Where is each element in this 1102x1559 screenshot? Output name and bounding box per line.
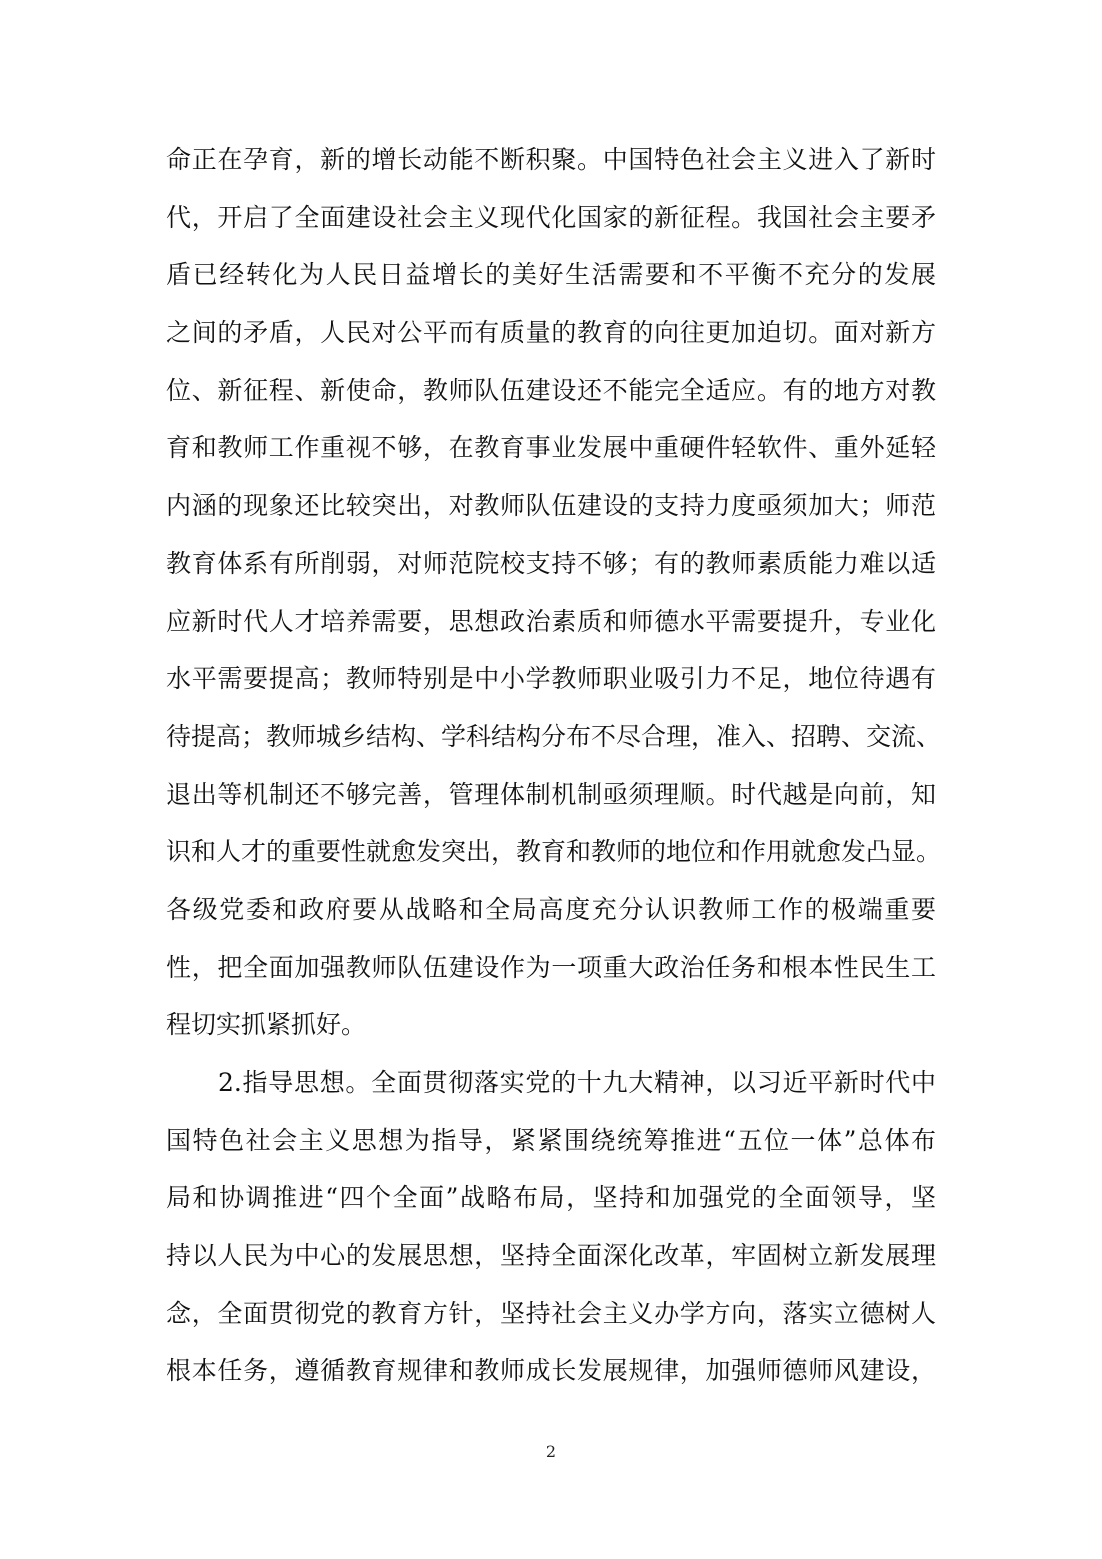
text-line: 识和人才的重要性就愈发突出，教育和教师的地位和作用就愈发凸显。 <box>166 837 942 867</box>
text-line: 育和教师工作重视不够，在教育事业发展中重硬件轻软件、重外延轻 <box>166 433 936 463</box>
document-body <box>166 131 942 1400</box>
text-line: 命正在孕育，新的增长动能不断积聚。中国特色社会主义进入了新时 <box>166 145 936 174</box>
text-line: 程切实抓紧抓好。 <box>166 1010 367 1040</box>
text-line: 持以人民为中心的发展思想，坚持全面深化改革，牢固树立新发展理 <box>166 1241 936 1271</box>
text-line: 待提高；教师城乡结构、学科结构分布不尽合理，准入、招聘、交流、 <box>166 721 942 751</box>
text-line: 位、新征程、新使命，教师队伍建设还不能完全适应。有的地方对教 <box>166 375 936 405</box>
text-line: 局和协调推进“四个全面”战略布局，坚持和加强党的全面领导，坚 <box>166 1183 936 1213</box>
text-line: 性，把全面加强教师队伍建设作为一项重大政治任务和根本性民生工 <box>166 952 936 982</box>
paragraph-2 <box>166 1054 936 1400</box>
text-line: 盾已经转化为人民日益增长的美好生活需要和不平衡不充分的发展 <box>166 260 936 290</box>
text-line: 之间的矛盾，人民对公平而有质量的教育的向往更加迫切。面对新方 <box>166 318 936 348</box>
text-line: 代，开启了全面建设社会主义现代化国家的新征程。我国社会主要矛 <box>166 202 936 232</box>
text-line: 教育体系有所削弱，对师范院校支持不够；有的教师素质能力难以适 <box>166 548 936 578</box>
paragraph-1 <box>166 131 942 1054</box>
page-number: 2 <box>545 1442 557 1461</box>
text-line: 水平需要提高；教师特别是中小学教师职业吸引力不足，地位待遇有 <box>166 664 936 694</box>
text-line: 念，全面贯彻党的教育方针，坚持社会主义办学方向，落实立德树人 <box>166 1298 936 1328</box>
text-line: 2.指导思想。全面贯彻落实党的十九大精神，以习近平新时代中 <box>218 1068 936 1097</box>
text-line: 内涵的现象还比较突出，对教师队伍建设的支持力度亟须加大；师范 <box>166 491 936 521</box>
text-line: 退出等机制还不够完善，管理体制机制亟须理顺。时代越是向前，知 <box>166 779 936 809</box>
text-line: 应新时代人才培养需要，思想政治素质和师德水平需要提升，专业化 <box>166 606 936 636</box>
text-line: 国特色社会主义思想为指导，紧紧围绕统筹推进“五位一体”总体布 <box>166 1125 936 1155</box>
text-line: 各级党委和政府要从战略和全局高度充分认识教师工作的极端重要 <box>166 894 936 924</box>
text-line: 根本任务，遵循教育规律和教师成长发展规律，加强师德师风建设， <box>166 1356 936 1386</box>
